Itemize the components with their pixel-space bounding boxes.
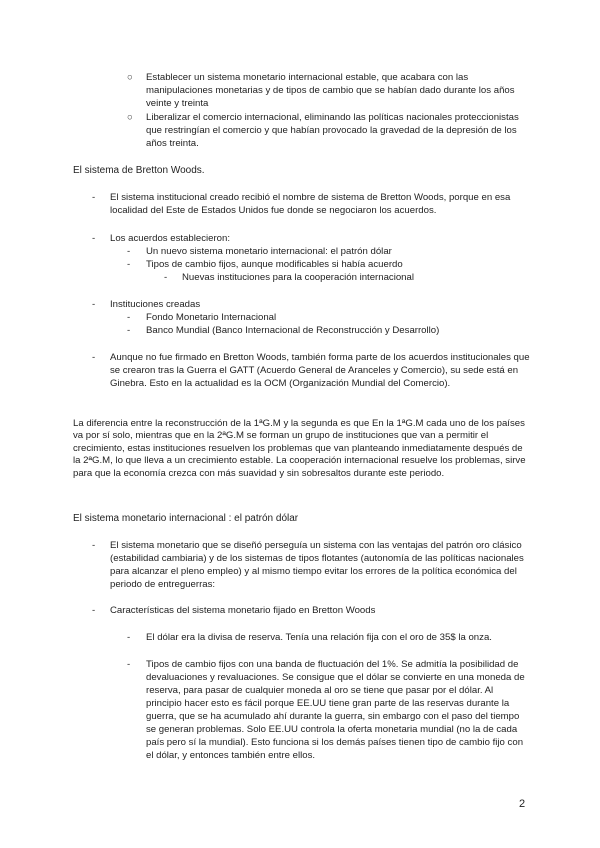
dash-bullet: -: [92, 540, 96, 551]
sub-list-item: Banco Mundial (Banco Internacional de Reconstrucción y Desarrollo): [146, 325, 440, 336]
dash-bullet: -: [164, 272, 168, 283]
sub-list-item: Fondo Monetario Internacional: [146, 312, 277, 323]
page-number: 2: [519, 798, 526, 810]
list-item: El sistema monetario que se diseñó perseguía un sistema con las ventajas del patrón oro clásico (estabilidad cambiaria) y de los sistemas de tipos flotantes (autonomía de las políticas nacionales para alcanzar el pleno empleo) y al mismo tiempo evitar los errores de la política económica del periodo de entreguerras:: [110, 540, 524, 590]
list-bullet: ○: [127, 112, 133, 123]
dash-bullet: -: [127, 659, 131, 670]
list-item: El sistema institucional creado recibió el nombre de sistema de Bretton Woods, porque en esa localidad del Este de Estados Unidos fue donde se negociaron los acuerdos.: [110, 192, 511, 216]
list-item: Liberalizar el comercio internacional, eliminando las políticas nacionales proteccionistas que restringían el comercio y que habían provocado la gravedad de la depresión de los años treinta.: [146, 112, 519, 149]
dash-bullet: -: [127, 259, 131, 270]
dash-bullet: -: [92, 192, 96, 203]
list-bullet: ○: [127, 72, 133, 83]
list-item: Establecer un sistema monetario internacional estable, que acabara con las manipulaciones monetarias y de tipos de cambio que se habían dado durante los años veinte y treinta: [146, 72, 515, 109]
dash-bullet: -: [127, 325, 131, 336]
dash-bullet: -: [127, 632, 131, 643]
sub-list-item: Un nuevo sistema monetario internacional: el patrón dólar: [146, 246, 392, 257]
dash-bullet: -: [127, 246, 131, 257]
dash-bullet: -: [92, 605, 96, 616]
list-item: Características del sistema monetario fijado en Bretton Woods: [110, 605, 376, 616]
sub-list-item: Tipos de cambio fijos con una banda de fluctuación del 1%. Se admitía la posibilidad de devaluaciones y revaluaciones. Se consigue que el dólar se convierte en una moneda de reserva, para pasar de cualquier moneda al oro se tiene que pasar por el dólar. Al principio hacer esto es fácil porque EE.UU tiene gran parte de las reservas durante la guerra, que se ha acumulado ahí durante la guerra, sin embargo con el paso del tiempo se generan problemas. Solo EE.UU controla la oferta monetaria mundial (no la de cada país pero sí la mundial). Esto funciona si los demás países tienen tipo de cambio fijo con el dólar, y entonces también entre ellos.: [146, 659, 525, 761]
dash-bullet: -: [92, 352, 96, 363]
list-item: Instituciones creadas: [110, 299, 201, 310]
section-heading: El sistema monetario internacional : el patrón dólar: [73, 513, 299, 524]
list-item: Los acuerdos establecieron:: [110, 233, 230, 244]
body-paragraph: La diferencia entre la reconstrucción de la 1ªG.M y la segunda es que En la 1ªG.M cada uno de los países va por sí solo, mientras que en la 2ªG.M se forman un grupo de instituciones que van a permitir el crecimiento, estas instituciones resuelven los problemas que van planteando inmediatamente después de la 2ªG.M, lo que lleva a un crecimiento estable. La cooperación internacional resuelve los problemas, sirve para que la economía crezca con más suavidad y sin sobresaltos durante este periodo.: [73, 418, 526, 479]
dash-bullet: -: [127, 312, 131, 323]
sub-list-item: El dólar era la divisa de reserva. Tenía una relación fija con el oro de 35$ la onza.: [146, 632, 492, 643]
dash-bullet: -: [92, 233, 96, 244]
sub-list-item: Tipos de cambio fijos, aunque modificables si había acuerdo: [146, 259, 403, 270]
list-item: Aunque no fue firmado en Bretton Woods, también forma parte de los acuerdos institucionales que se crearon tras la Guerra el GATT (Acuerdo General de Aranceles y Comercio), su sede está en Ginebra. Esto en la actualidad es la OCM (Organización Mundial del Comercio).: [110, 352, 530, 389]
section-heading: El sistema de Bretton Woods.: [73, 165, 205, 176]
sub-sub-list-item: Nuevas instituciones para la cooperación internacional: [182, 272, 414, 283]
dash-bullet: -: [92, 299, 96, 310]
